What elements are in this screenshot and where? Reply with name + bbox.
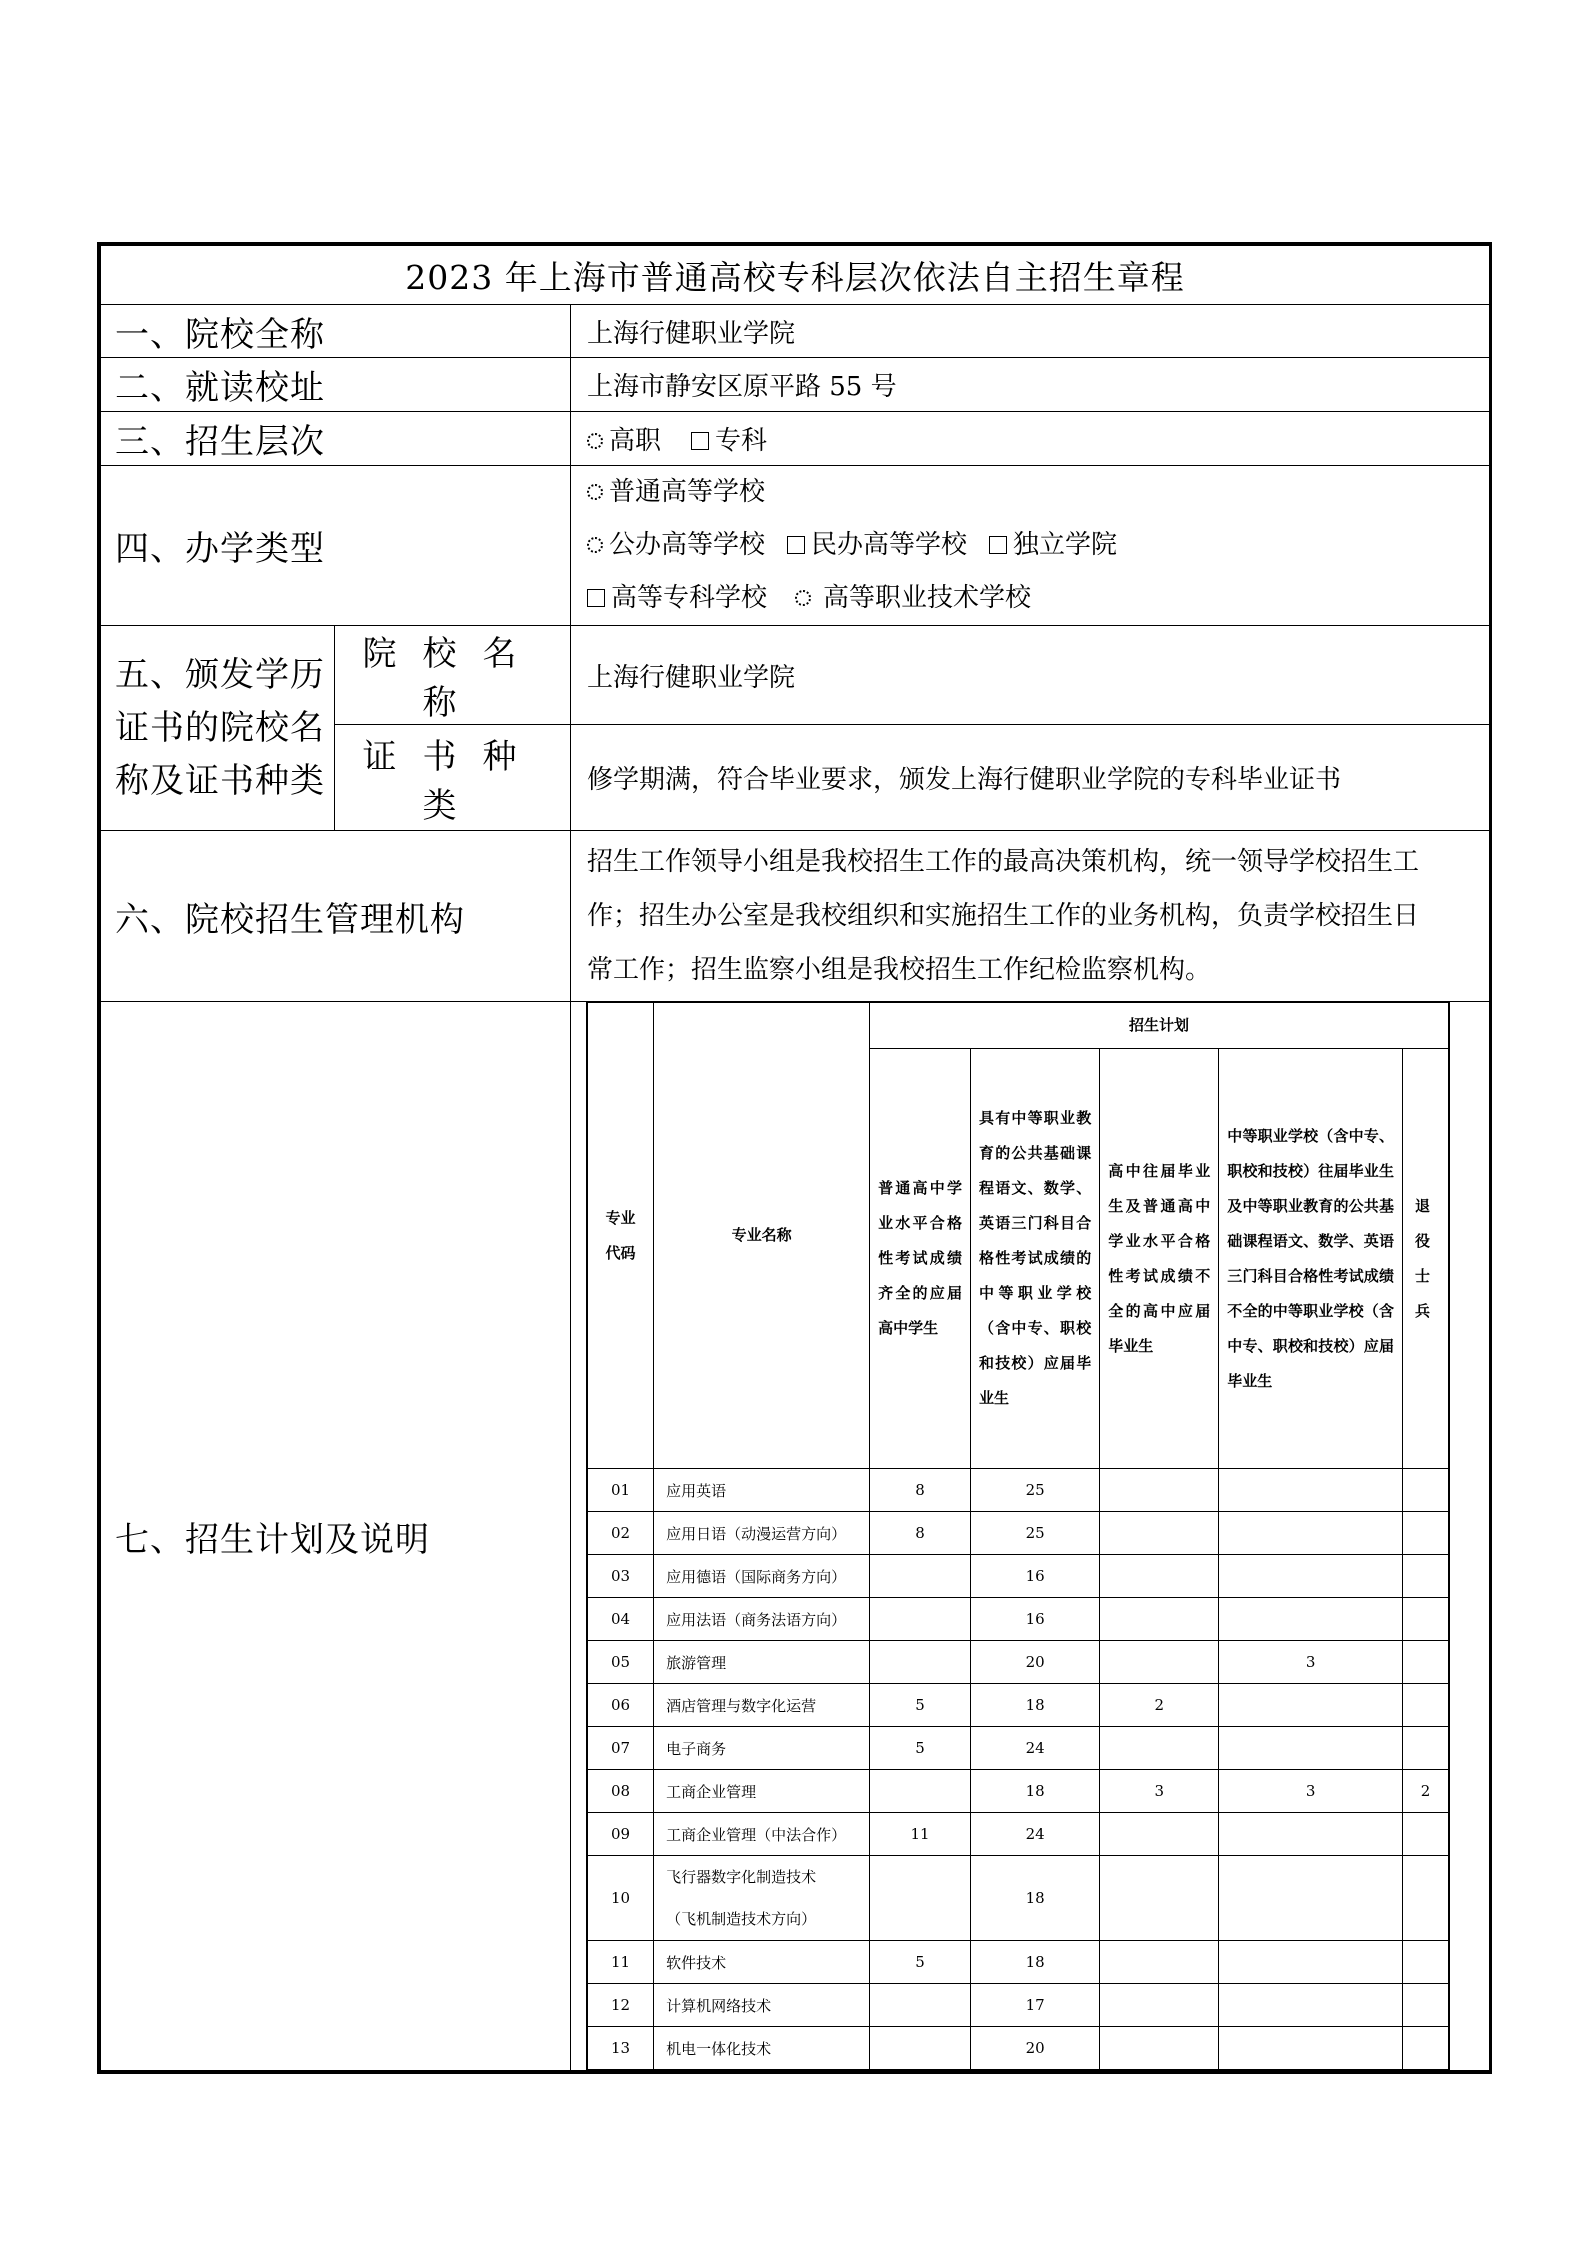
table-row [587, 1727, 1449, 1770]
table-row [587, 1770, 1449, 1813]
header-plan-group: 招生计划 [870, 1003, 1449, 1049]
cell-value: 18 [971, 1684, 1100, 1727]
label-certificate: 五、颁发学历 证书的院校名 称及证书种类 [101, 626, 335, 831]
cell-value [1219, 1727, 1403, 1770]
cell-value: 24 [971, 1727, 1100, 1770]
cell-value: 25 [971, 1469, 1100, 1512]
cell-name: 机电一体化技术 [654, 2027, 870, 2070]
cell-value [1402, 1684, 1449, 1727]
header-col-4: 中等职业学校（含中专、职校和技校）往届毕业生及中等职业教育的公共基础课程语文、数学、英语三门科目合格性考试成绩不全的中等职业学校（含中专、职校和技校）应届毕业生 [1219, 1049, 1403, 1469]
header-col-1: 普通高中学业水平合格性考试成绩齐全的应届高中学生 [870, 1049, 971, 1469]
cell-value [1219, 2027, 1403, 2070]
cell-value: 16 [971, 1598, 1100, 1641]
cell-value: 5 [870, 1727, 971, 1770]
cell-name: 电子商务 [654, 1727, 870, 1770]
cell-value [1402, 1813, 1449, 1856]
cell-value [1219, 1813, 1403, 1856]
header-col-3: 高中往届毕业生及普通高中学业水平合格性考试成绩不全的高中应届毕业生 [1100, 1049, 1219, 1469]
checkbox-icon [587, 589, 605, 607]
option-private: 民办高等学校 [811, 530, 968, 560]
selected-mark-icon [795, 590, 811, 606]
selected-mark-icon [587, 433, 603, 449]
option-vocational: 高等职业技术学校 [823, 583, 1032, 613]
cell-value [1402, 1598, 1449, 1641]
cell-code: 11 [587, 1941, 654, 1984]
cell-code: 02 [587, 1512, 654, 1555]
table-row [587, 1555, 1449, 1598]
label-enrollment-plan: 七、招生计划及说明 [101, 1002, 571, 2071]
cell-name: 酒店管理与数字化运营 [654, 1684, 870, 1727]
cell-value [1219, 1512, 1403, 1555]
option-junior-college: 高等专科学校 [611, 583, 768, 613]
cell-name: 工商企业管理（中法合作） [654, 1813, 870, 1856]
cell-value [1402, 1641, 1449, 1684]
cell-value: 18 [971, 1856, 1100, 1941]
cell-value [1402, 1941, 1449, 1984]
charter-form [97, 242, 1492, 2074]
label-level: 三、招生层次 [101, 412, 571, 466]
selected-mark-icon [587, 537, 603, 553]
value-level [571, 412, 1490, 466]
label-address: 二、就读校址 [101, 358, 571, 412]
cell-name: 飞行器数字化制造技术 （飞机制造技术方向） [654, 1856, 870, 1941]
cell-value [1219, 1856, 1403, 1941]
header-col-5: 退役士兵 [1402, 1049, 1449, 1469]
cell-value [1219, 1555, 1403, 1598]
cell-code: 04 [587, 1598, 654, 1641]
cell-value: 2 [1402, 1770, 1449, 1813]
table-row [587, 1512, 1449, 1555]
cell-value [1219, 1598, 1403, 1641]
cell-value [870, 1641, 971, 1684]
table-row [587, 1813, 1449, 1856]
cell-value: 3 [1219, 1641, 1403, 1684]
cell-value: 11 [870, 1813, 971, 1856]
cell-value [1100, 1598, 1219, 1641]
cell-value [1402, 1512, 1449, 1555]
cell-name: 应用法语（商务法语方向） [654, 1598, 870, 1641]
charter-table [100, 245, 1490, 2071]
cell-value [1402, 2027, 1449, 2070]
cell-value: 20 [971, 1641, 1100, 1684]
cell-name: 计算机网络技术 [654, 1984, 870, 2027]
table-row [587, 1984, 1449, 2027]
sub-label-cert-type: 证书种类 [335, 725, 571, 831]
enrollment-plan-cell [571, 1002, 1490, 2071]
header-name: 专业名称 [654, 1003, 870, 1469]
cell-value: 2 [1100, 1684, 1219, 1727]
checkbox-icon [691, 432, 709, 450]
header-col-2: 具有中等职业教育的公共基础课程语文、数学、英语三门科目合格性考试成绩的中等职业学校（含中专、职校和技校）应届毕业生 [971, 1049, 1100, 1469]
option-independent: 独立学院 [1013, 530, 1118, 560]
option-public: 公办高等学校 [609, 530, 766, 560]
cell-code: 06 [587, 1684, 654, 1727]
cell-value [870, 1598, 971, 1641]
cell-value [1100, 1512, 1219, 1555]
header-code: 专业代码 [587, 1003, 654, 1469]
cell-value: 5 [870, 1941, 971, 1984]
value-cert-type: 修学期满，符合毕业要求，颁发上海行健职业学院的专科毕业证书 [571, 725, 1490, 831]
selected-mark-icon [587, 484, 603, 500]
value-school-type [571, 466, 1490, 626]
cell-name: 应用英语 [654, 1469, 870, 1512]
cell-value [1402, 1984, 1449, 2027]
cell-value: 20 [971, 2027, 1100, 2070]
cell-value [1100, 1641, 1219, 1684]
cell-name: 软件技术 [654, 1941, 870, 1984]
cell-value [1100, 1984, 1219, 2027]
cell-value: 8 [870, 1512, 971, 1555]
cell-value [1402, 1856, 1449, 1941]
cell-code: 07 [587, 1727, 654, 1770]
table-row [587, 1856, 1449, 1941]
cell-value: 3 [1219, 1770, 1403, 1813]
cell-value [1100, 2027, 1219, 2070]
value-cert-school: 上海行健职业学院 [571, 626, 1490, 725]
label-school-type: 四、办学类型 [101, 466, 571, 626]
cell-value [1100, 1469, 1219, 1512]
value-admission-office: 招生工作领导小组是我校招生工作的最高决策机构，统一领导学校招生工 作；招生办公室是我校组织和实施招生工作的业务机构，负责学校招生日 常工作；招生监察小组是我校招生工作纪检监察机构。 [571, 831, 1490, 1002]
label-school-name: 一、院校全称 [101, 305, 571, 358]
cell-value [1219, 1469, 1403, 1512]
checkbox-icon [787, 536, 805, 554]
cell-value: 5 [870, 1684, 971, 1727]
cell-name: 旅游管理 [654, 1641, 870, 1684]
sub-label-school: 院校名称 [335, 626, 571, 725]
cell-code: 03 [587, 1555, 654, 1598]
cell-value [1100, 1727, 1219, 1770]
cell-name: 应用德语（国际商务方向） [654, 1555, 870, 1598]
cell-value [870, 1555, 971, 1598]
table-row [587, 1684, 1449, 1727]
table-row [587, 1941, 1449, 1984]
option-gaozhi: 高职 [609, 426, 662, 456]
cell-value: 18 [971, 1770, 1100, 1813]
cell-value [870, 2027, 971, 2070]
cell-code: 10 [587, 1856, 654, 1941]
cell-name: 应用日语（动漫运营方向） [654, 1512, 870, 1555]
option-regular-college: 普通高等学校 [609, 477, 766, 507]
cell-value [1100, 1813, 1219, 1856]
table-row [587, 1469, 1449, 1512]
cell-value: 25 [971, 1512, 1100, 1555]
cell-code: 08 [587, 1770, 654, 1813]
cell-name: 工商企业管理 [654, 1770, 870, 1813]
cell-code: 13 [587, 2027, 654, 2070]
table-row [587, 1641, 1449, 1684]
cell-value [1402, 1555, 1449, 1598]
label-admission-office: 六、院校招生管理机构 [101, 831, 571, 1002]
cell-code: 01 [587, 1469, 654, 1512]
cell-code: 12 [587, 1984, 654, 2027]
checkbox-icon [989, 536, 1007, 554]
enrollment-plan-table [586, 1002, 1450, 2070]
cell-value [1402, 1469, 1449, 1512]
cell-value [1100, 1856, 1219, 1941]
cell-value [870, 1770, 971, 1813]
table-row [587, 1598, 1449, 1641]
value-address: 上海市静安区原平路 55 号 [571, 358, 1490, 412]
cell-value [870, 1856, 971, 1941]
cell-value: 3 [1100, 1770, 1219, 1813]
page-title: 2023 年上海市普通高校专科层次依法自主招生章程 [101, 246, 1490, 305]
cell-value: 24 [971, 1813, 1100, 1856]
cell-value [1219, 1941, 1403, 1984]
table-row [587, 2027, 1449, 2070]
cell-value: 16 [971, 1555, 1100, 1598]
cell-value [1402, 1727, 1449, 1770]
value-school-name: 上海行健职业学院 [571, 305, 1490, 358]
cell-value [1219, 1684, 1403, 1727]
cell-value [870, 1984, 971, 2027]
cell-code: 05 [587, 1641, 654, 1684]
cell-value: 17 [971, 1984, 1100, 2027]
cell-code: 09 [587, 1813, 654, 1856]
cell-value [1100, 1941, 1219, 1984]
cell-value [1100, 1555, 1219, 1598]
cell-value: 18 [971, 1941, 1100, 1984]
cell-value [1219, 1984, 1403, 2027]
option-zhuanke: 专科 [715, 426, 768, 456]
cell-value: 8 [870, 1469, 971, 1512]
